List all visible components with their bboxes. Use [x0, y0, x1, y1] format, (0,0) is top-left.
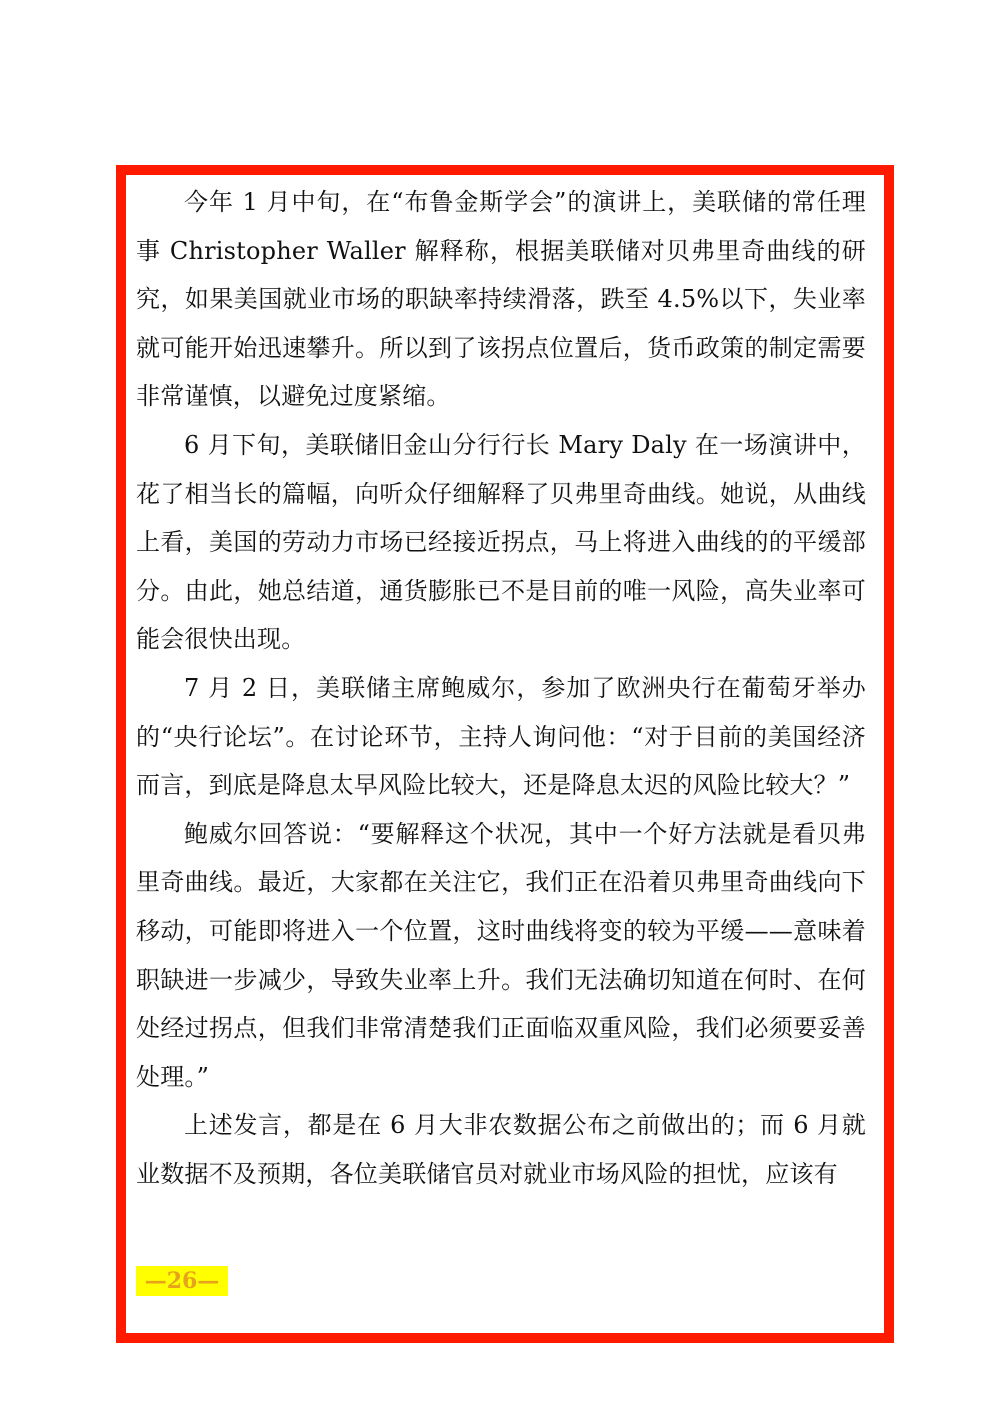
paragraph-conclusion: 上述发言，都是在 6 月大非农数据公布之前做出的；而 6 月就业数据不及预期，各位美联储官员对就业市场风险的担忧，应该有: [136, 1111, 866, 1188]
paragraph-powell-answer: 鲍威尔回答说：“要解释这个状况，其中一个好方法就是看贝弗里奇曲线。最近，大家都在关注它，我们正在沿着贝弗里奇曲线向下移动，可能即将进入一个位置，这时曲线将变的较为平缓——意味着职缺进一步减少，导致失业率上升。我们无法确切知道在何时、在何处经过拐点，但我们非常清楚我们正面临双重风险，我们必须要妥善处理。”: [136, 819, 866, 1091]
article-body: [136, 178, 866, 1198]
paragraph-forum-question: 7 月 2 日，美联储主席鲍威尔，参加了欧洲央行在葡萄牙举办的“央行论坛”。在讨论环节，主持人询问他：“对于目前的美国经济而言，到底是降息太早风险比较大，还是降息太迟的风险比较大？”: [136, 673, 866, 800]
paragraph-waller: 今年 1 月中旬，在“布鲁金斯学会”的演讲上，美联储的常任理事 Christopher Waller 解释称，根据美联储对贝弗里奇曲线的研究，如果美国就业市场的职缺率持续滑落，跌至 4.5%以下，失业率就可能开始迅速攀升。所以到了该拐点位置后，货币政策的制定需要非常谨慎，以避免过度紧缩。: [136, 188, 866, 411]
paragraph-daly: 6 月下旬，美联储旧金山分行行长 Mary Daly 在一场演讲中，花了相当长的篇幅，向听众仔细解释了贝弗里奇曲线。她说，从曲线上看，美国的劳动力市场已经接近拐点，马上将进入曲线的的平缓部分。由此，她总结道，通货膨胀已不是目前的唯一风险，高失业率可能会很快出现。: [136, 430, 866, 654]
page-number: —26—: [136, 1266, 228, 1296]
